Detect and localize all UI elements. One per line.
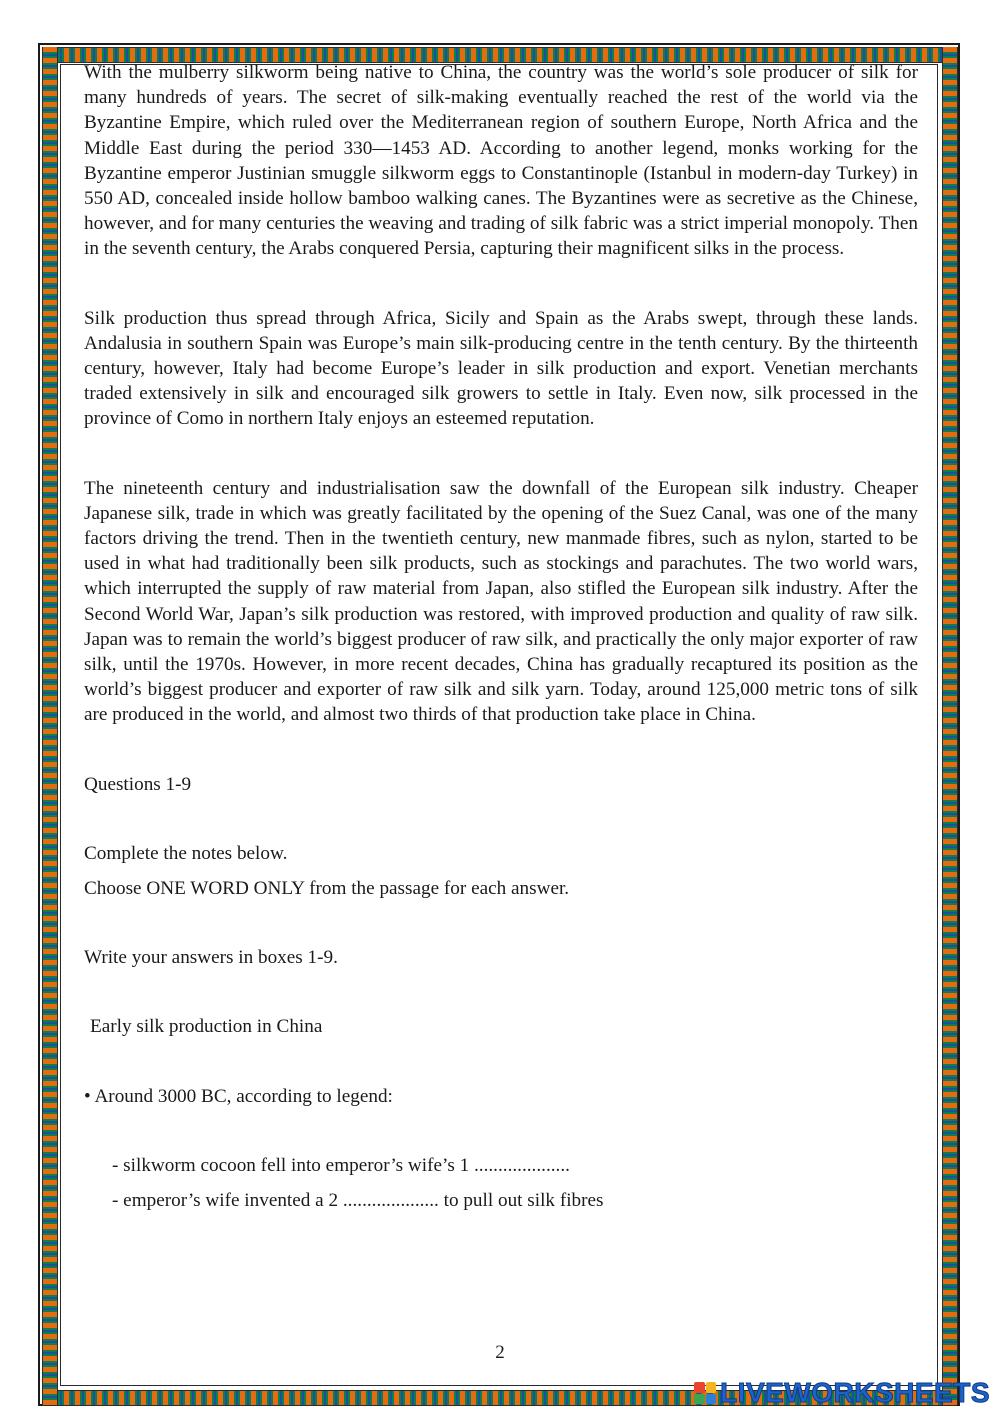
- instruction-complete-notes: Complete the notes below.: [84, 842, 288, 864]
- page-number: 2: [495, 1342, 505, 1363]
- page-border-right: [942, 47, 958, 1405]
- liveworksheets-text: LIVEWORKSHEETS: [720, 1377, 990, 1408]
- liveworksheets-watermark[interactable]: [694, 1377, 990, 1409]
- passage-paragraph-1: With the mulberry silkworm being native to China, the country was the world’s sole producer of silk for many hundreds of years. The secret of silk-making eventually reached the rest of the world via the Byzantine Empire, which ruled over the Mediterranean region of southern Europe, North Africa and the Middle East during the period 330—1453 AD. According to another legend, monks working for the Byzantine emperor Justinian smuggle silkworm eggs to Constantinople (Istanbul in modern-day Turkey) in 550 AD, concealed inside hollow bamboo walking canes. The Byzantines were as secretive as the Chinese, however, and for many centuries the weaving and trading of silk fabric was a strict imperial monopoly. Then in the seventh century, the Arabs conquered Persia, capturing their magnificent silks in the process.: [84, 62, 918, 260]
- passage-paragraph-2: Silk production thus spread through Africa, Sicily and Spain as the Arabs swept, through these lands. Andalusia in southern Spain was Europe’s main silk-producing centre in the tenth century. By the thirteenth century, however, Italy had become Europe’s leader in silk production and export. Venetian merchants traded extensively in silk and encouraged silk growers to settle in Italy. Even now, silk processed in the province of Como in northern Italy enjoys an esteemed reputation.: [84, 307, 918, 430]
- liveworksheets-logo-icon: [694, 1382, 716, 1404]
- questions-heading: Questions 1-9: [84, 773, 192, 795]
- instruction-answer-boxes: Write your answers in boxes 1-9.: [84, 947, 338, 969]
- notes-title: Early silk production in China: [90, 1016, 323, 1038]
- notes-bullet: • Around 3000 BC, according to legend:: [84, 1085, 393, 1107]
- passage-paragraph-3: The nineteenth century and industrialisation saw the downfall of the European silk industry. Cheaper Japanese silk, trade in which was greatly facilitated by the opening of the Suez Canal, was one of the many factors driving the trend. Then in the twentieth century, new manmade fibres, such as nylon, started to be used in what had traditionally been silk products, such as stockings and parachutes. The two world wars, which interrupted the supply of raw material from Japan, also stifled the European silk industry. After the Second World War, Japan’s silk production was restored, with improved production and quality of raw silk. Japan was to remain the world’s biggest producer of raw silk, and practically the only major exporter of raw silk, until the 1970s. However, in more recent decades, China has gradually recaptured its position as the world’s biggest producer and exporter of raw silk and silk yarn. Today, around 125,000 metric tons of silk are produced in the world, and almost two thirds of that production take place in China.: [84, 477, 918, 726]
- page-border-left: [42, 47, 58, 1405]
- instruction-one-word: Choose ONE WORD ONLY from the passage for each answer.: [84, 878, 570, 900]
- notes-item-2: - emperor’s wife invented a 2 .................... to pull out silk fibres: [112, 1190, 604, 1212]
- worksheet-content: [84, 60, 918, 1223]
- notes-item-1: - silkworm cocoon fell into emperor’s wife’s 1 ....................: [112, 1154, 570, 1176]
